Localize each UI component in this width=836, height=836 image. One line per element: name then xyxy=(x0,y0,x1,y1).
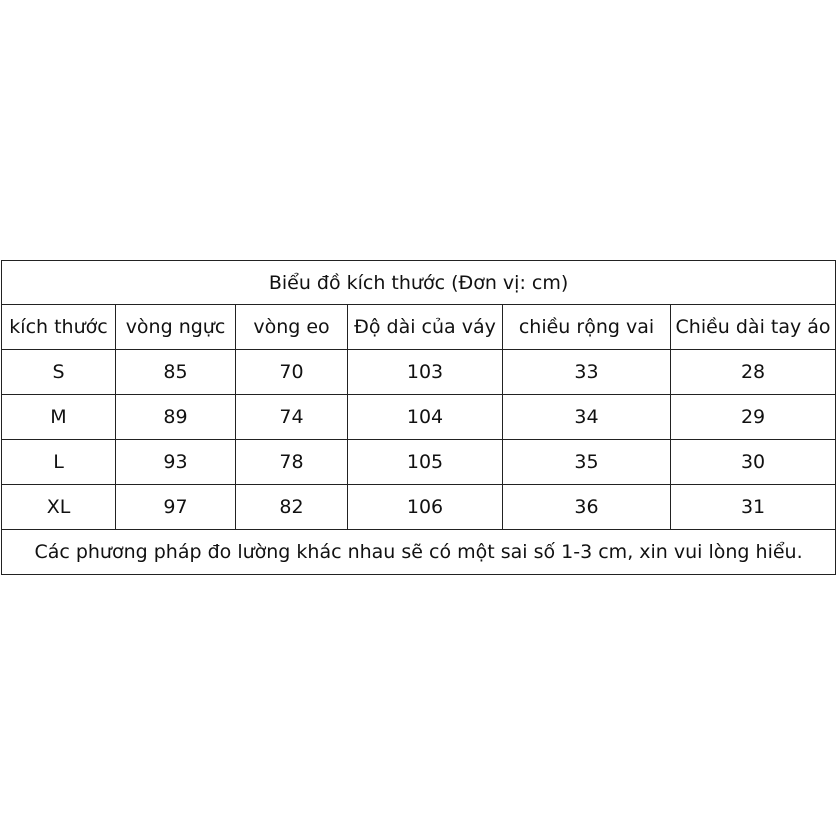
header-shoulder-width: chiều rộng vai xyxy=(503,305,671,350)
bust-cell: 85 xyxy=(116,350,236,395)
size-chart-table xyxy=(1,260,836,575)
dress-length-cell: 105 xyxy=(348,440,503,485)
table-row xyxy=(2,440,836,485)
size-cell: M xyxy=(2,395,116,440)
bust-cell: 89 xyxy=(116,395,236,440)
header-size: kích thước xyxy=(2,305,116,350)
sleeve-length-cell: 30 xyxy=(671,440,836,485)
header-waist: vòng eo xyxy=(236,305,348,350)
chart-title: Biểu đồ kích thước (Đơn vị: cm) xyxy=(2,261,836,305)
sleeve-length-cell: 29 xyxy=(671,395,836,440)
title-row xyxy=(2,261,836,305)
table-row xyxy=(2,350,836,395)
shoulder-width-cell: 36 xyxy=(503,485,671,530)
header-bust: vòng ngực xyxy=(116,305,236,350)
dress-length-cell: 106 xyxy=(348,485,503,530)
size-cell: XL xyxy=(2,485,116,530)
dress-length-cell: 104 xyxy=(348,395,503,440)
waist-cell: 82 xyxy=(236,485,348,530)
waist-cell: 70 xyxy=(236,350,348,395)
dress-length-cell: 103 xyxy=(348,350,503,395)
note-row xyxy=(2,530,836,575)
shoulder-width-cell: 35 xyxy=(503,440,671,485)
header-dress-length: Độ dài của váy xyxy=(348,305,503,350)
size-cell: L xyxy=(2,440,116,485)
shoulder-width-cell: 33 xyxy=(503,350,671,395)
table-row xyxy=(2,485,836,530)
table-row xyxy=(2,395,836,440)
shoulder-width-cell: 34 xyxy=(503,395,671,440)
bust-cell: 97 xyxy=(116,485,236,530)
bust-cell: 93 xyxy=(116,440,236,485)
measurement-note: Các phương pháp đo lường khác nhau sẽ có một sai số 1-3 cm, xin vui lòng hiểu. xyxy=(2,530,836,575)
header-sleeve-length: Chiều dài tay áo xyxy=(671,305,836,350)
waist-cell: 74 xyxy=(236,395,348,440)
size-cell: S xyxy=(2,350,116,395)
sleeve-length-cell: 31 xyxy=(671,485,836,530)
waist-cell: 78 xyxy=(236,440,348,485)
header-row xyxy=(2,305,836,350)
sleeve-length-cell: 28 xyxy=(671,350,836,395)
